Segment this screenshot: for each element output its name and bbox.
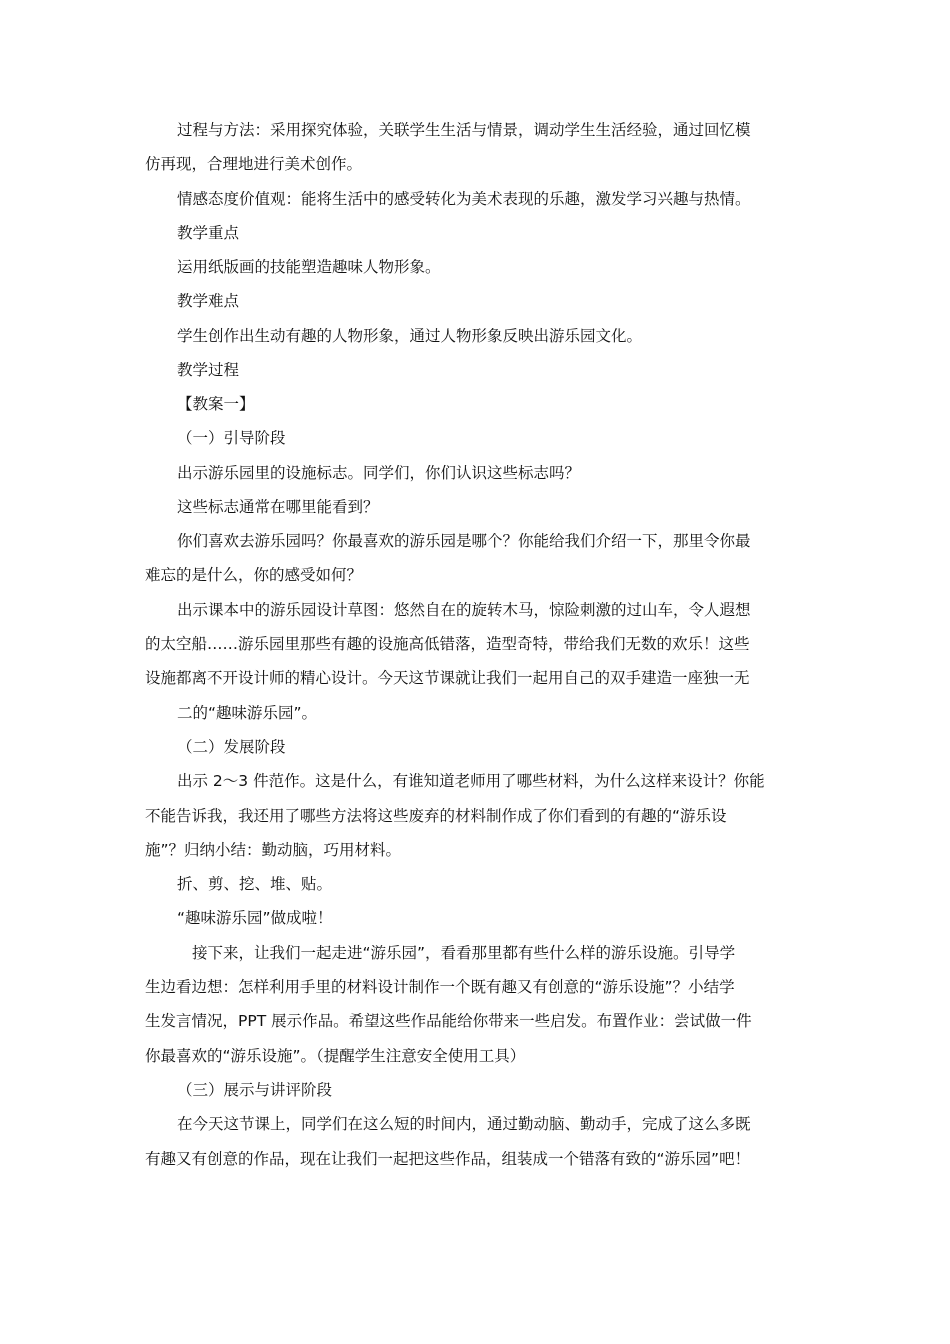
- heading-stage-three: （三）展示与讲评阶段: [177, 1081, 333, 1099]
- text-line: 设施都离不开设计师的精心设计。今天这节课就让我们一起用自己的双手建造一座独一无: [145, 669, 750, 687]
- heading-lesson-plan-one: 【教案一】: [177, 395, 255, 413]
- heading-teaching-difficulty: 教学难点: [177, 292, 240, 310]
- text-line: “趣味游乐园”做成啦！: [177, 909, 333, 927]
- text-line: 出示课本中的游乐园设计草图：悠然自在的旋转木马，惊险刺激的过山车，令人遐想: [177, 601, 751, 619]
- heading-teaching-focus: 教学重点: [177, 224, 240, 242]
- text-line: 难忘的是什么，你的感受如何？: [145, 566, 363, 584]
- heading-stage-two: （二）发展阶段: [177, 738, 286, 756]
- text-line-process-method: 过程与方法：采用探究体验，关联学生生活与情景，调动学生生活经验，通过回忆模: [177, 121, 751, 139]
- text-line: 的太空船……游乐园里那些有趣的设施高低错落，造型奇特，带给我们无数的欢乐！这些: [145, 635, 750, 653]
- text-line: 出示游乐园里的设施标志。同学们，你们认识这些标志吗？: [177, 464, 581, 482]
- text-line: 折、剪、挖、堆、贴。: [177, 875, 333, 893]
- text-line: 你们喜欢去游乐园吗？你最喜欢的游乐园是哪个？你能给我们介绍一下，那里令你最: [177, 532, 751, 550]
- text-line: 二的“趣味游乐园”。: [177, 704, 318, 722]
- heading-teaching-process: 教学过程: [177, 361, 240, 379]
- text-line: 学生创作出生动有趣的人物形象，通过人物形象反映出游乐园文化。: [177, 327, 643, 345]
- text-line: 运用纸版画的技能塑造趣味人物形象。: [177, 258, 441, 276]
- text-line: 在今天这节课上，同学们在这么短的时间内，通过勤动脑、勤动手，完成了这么多既: [177, 1115, 751, 1133]
- text-line: 生边看边想：怎样利用手里的材料设计制作一个既有趣又有创意的“游乐设施”？小结学: [145, 978, 735, 996]
- text-line: 这些标志通常在哪里能看到？: [177, 498, 379, 516]
- heading-stage-one: （一）引导阶段: [177, 429, 286, 447]
- text-line: 仿再现，合理地进行美术创作。: [145, 155, 363, 173]
- text-line: 接下来，让我们一起走进“游乐园”，看看那里都有些什么样的游乐设施。引导学: [192, 944, 736, 962]
- text-line: 出示 2～3 件范作。这是什么，有谁知道老师用了哪些材料，为什么这样来设计？你能: [177, 772, 765, 790]
- text-line: 施”？归纳小结：勤动脑，巧用材料。: [145, 841, 402, 859]
- text-line: 生发言情况，PPT 展示作品。希望这些作品能给你带来一些启发。布置作业：尝试做一件: [145, 1012, 752, 1030]
- text-line: 你最喜欢的“游乐设施”。（提醒学生注意安全使用工具）: [145, 1047, 526, 1065]
- text-line: 有趣又有创意的作品，现在让我们一起把这些作品，组装成一个错落有致的“游乐园”吧！: [145, 1150, 751, 1168]
- text-line-emotion-values: 情感态度价值观：能将生活中的感受转化为美术表现的乐趣，激发学习兴趣与热情。: [177, 190, 751, 208]
- text-line: 不能告诉我，我还用了哪些方法将这些废弃的材料制作成了你们看到的有趣的“游乐设: [145, 807, 727, 825]
